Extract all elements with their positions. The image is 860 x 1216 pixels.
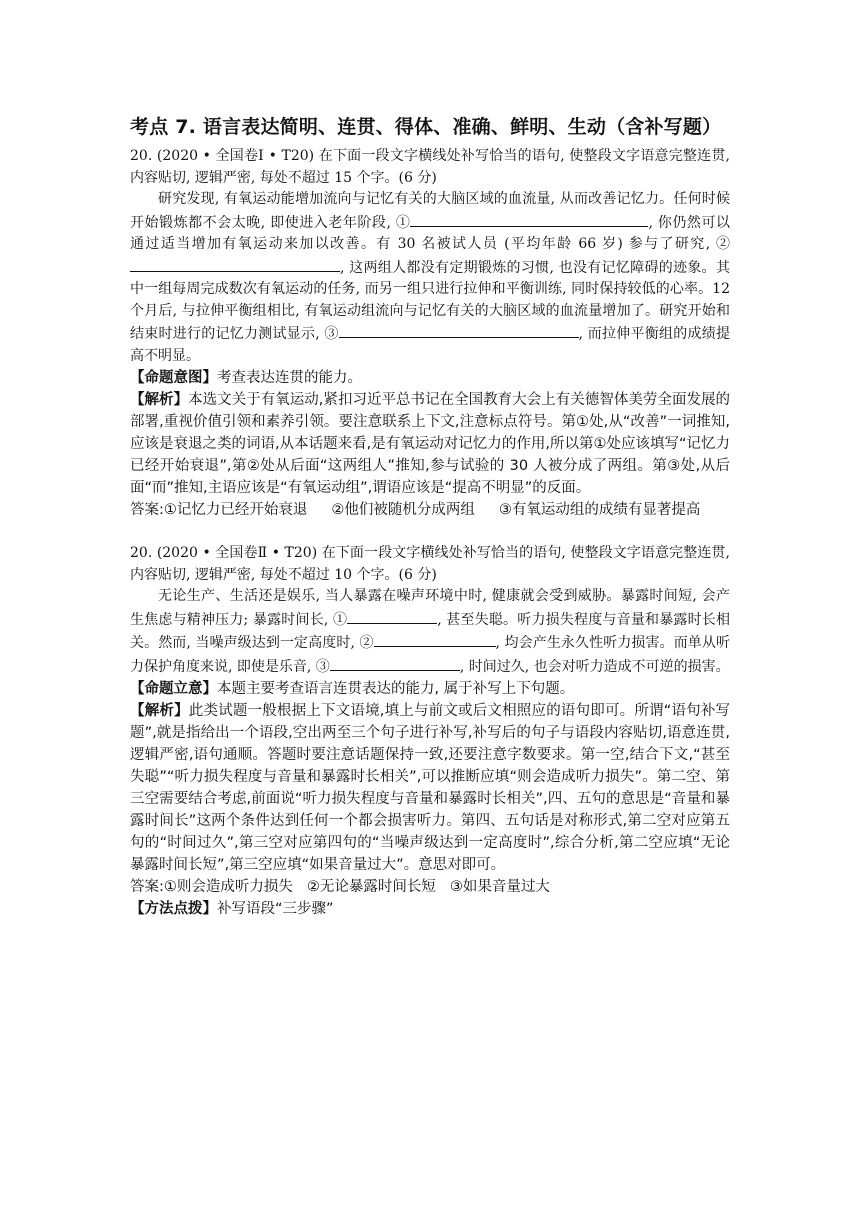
q1-analysis <box>130 389 730 499</box>
section-title: 考点 7. 语言表达简明、连贯、得体、准确、鲜明、生动（含补写题） <box>130 116 722 138</box>
q2-stem: 20. (2020 • 全国卷Ⅱ • T20) 在下面一段文字横线处补写恰当的语句, 使整段文字语意完整连贯, 内容贴切, 逻辑严密, 每处不超过 10 个字。(6 分) <box>130 545 730 583</box>
q2-answer <box>130 876 730 898</box>
document-content <box>130 112 730 920</box>
q2-answer-3: ③如果音量过大 <box>449 879 550 895</box>
q2-intent-label: 【命题立意】 <box>130 681 217 697</box>
q2-method <box>130 898 730 920</box>
q1-passage-c: , 这两组人都没有定期锻炼的习惯, 也没有记忆障碍的迹象。其中一组每周完成数次有氧运动的任务, 而另一组只进行拉伸和平衡训练, 同时保持较低的心率。12 个月后, 与拉伸平衡组相比, 有氧运动组流向与记忆有关的大脑区域的血流量增加了。研究开始和结束时进行的记忆力测试显示, ③ <box>130 259 730 342</box>
q1-blank-3 <box>339 322 579 338</box>
q1-answer <box>130 499 730 521</box>
q2-analysis <box>130 700 730 876</box>
q1-intent <box>130 367 730 389</box>
q2-blank-2 <box>374 631 496 647</box>
q1-passage-a: 研究发现, 有氧运动能增加流向与记忆有关的大脑区域的血流量, 从而改善记忆力。任何时候开始锻炼都不会太晚, 即使进入老年阶段, ① <box>130 191 730 231</box>
q1-blank-2 <box>130 256 340 272</box>
q1-blank-1 <box>410 211 648 227</box>
q1-analysis-text: 本选文关于有氧运动,紧扣习近平总书记在全国教育大会上有关德智体美劳全面发展的部署,重视价值引领和素养引领。要注意联系上下文,注意标点符号。第①处,从“改善”一词推知,应该是衰退之类的词语,从本话题来看,是有氧运动对记忆力的作用,所以第①处应该填写“记忆力已经开始衰退”,第②处从后面“这两组人”推知,参与试验的 30 人被分成了两组。第③处,从后面“而”推知,主语应该是“有氧运动组”,谓语应该是“提高不明显”的反面。 <box>130 392 731 496</box>
q1-answer-label: 答案: <box>130 502 164 518</box>
q1-answer-2: ②他们被随机分成两组 <box>331 502 475 518</box>
q1-passage-d: , 而拉伸平衡组的成绩提高不明显。 <box>130 326 730 364</box>
q2-passage-b: , 甚至失聪。听力损失程度与音量和暴露时长相关。然而, 当噪声级达到一定高度时, ② <box>130 611 730 651</box>
q2-answer-label: 答案: <box>130 879 164 895</box>
q1-intent-text: 考查表达连贯的能力。 <box>217 370 362 386</box>
q2-intent-text: 本题主要考查语言连贯表达的能力, 属于补写上下句题。 <box>217 681 575 697</box>
q1-passage <box>130 189 730 367</box>
q2-method-text: 补写语段“三步骤” <box>217 901 334 917</box>
q2-passage <box>130 586 730 678</box>
q2-analysis-text: 此类试题一般根据上下文语境,填上与前文或后文相照应的语句即可。所谓“语句补写题”,就是指给出一个语段,空出两至三个句子进行补写,补写后的句子与语段内容贴切,语意连贯,逻辑严密,语句通顺。答题时要注意话题保持一致,还要注意字数要求。第一空,结合下文,“甚至失聪”“听力损失程度与音量和暴露时长相关”,可以推断应填“则会造成听力损失”。第二空、第三空需要结合考虑,前面说“听力损失程度与音量和暴露时长相关”,四、五句的意思是“音量和暴露时间长”这两个条件达到任何一个都会损害听力。第四、五句话是对称形式,第二空对应第五句的“时间过久”,第三空对应第四句的“当噪声级达到一定高度时”,综合分析,第二空应填“无论暴露时间长短”,第三空应填“如果音量过大”。意思对即可。 <box>130 703 731 873</box>
q2-intent <box>130 678 730 700</box>
q1-passage-b: , 你仍然可以通过适当增加有氧运动来加以改善。有 30 名被试人员 (平均年龄 66 岁) 参与了研究, ② <box>130 214 730 252</box>
q1-intent-label: 【命题意图】 <box>130 370 217 386</box>
q2-answer-2: ②无论暴露时间长短 <box>306 879 436 895</box>
q2-passage-d: , 时间过久, 也会对听力造成不可逆的损害。 <box>459 658 730 675</box>
q2-passage-a: 无论生产、生活还是娱乐, 当人暴露在噪声环境中时, 健康就会受到威胁。暴露时间短, 会产生焦虑与精神压力; 暴露时间长, ① <box>130 588 730 628</box>
q2-answer-1: ①则会造成听力损失 <box>163 879 293 895</box>
q1-stem: 20. (2020 • 全国卷Ⅰ • T20) 在下面一段文字横线处补写恰当的语句, 使整段文字语意完整连贯, 内容贴切, 逻辑严密, 每处不超过 15 个字。(6 分) <box>130 148 730 186</box>
q2-analysis-label: 【解析】 <box>130 703 189 719</box>
q1-answer-3: ③有氧运动组的成绩有显著提高 <box>498 502 701 518</box>
q1-answer-1: ①记忆力已经开始衰退 <box>163 502 308 518</box>
q2-passage-c: , 均会产生永久性听力损害。而单从听力保护角度来说, 即使是乐音, ③ <box>130 635 730 675</box>
question-1 <box>130 146 730 521</box>
q1-analysis-label: 【解析】 <box>130 392 189 408</box>
q2-method-label: 【方法点拨】 <box>130 901 217 917</box>
q2-blank-3 <box>330 655 460 671</box>
q2-blank-1 <box>347 608 437 624</box>
question-2 <box>130 543 730 920</box>
